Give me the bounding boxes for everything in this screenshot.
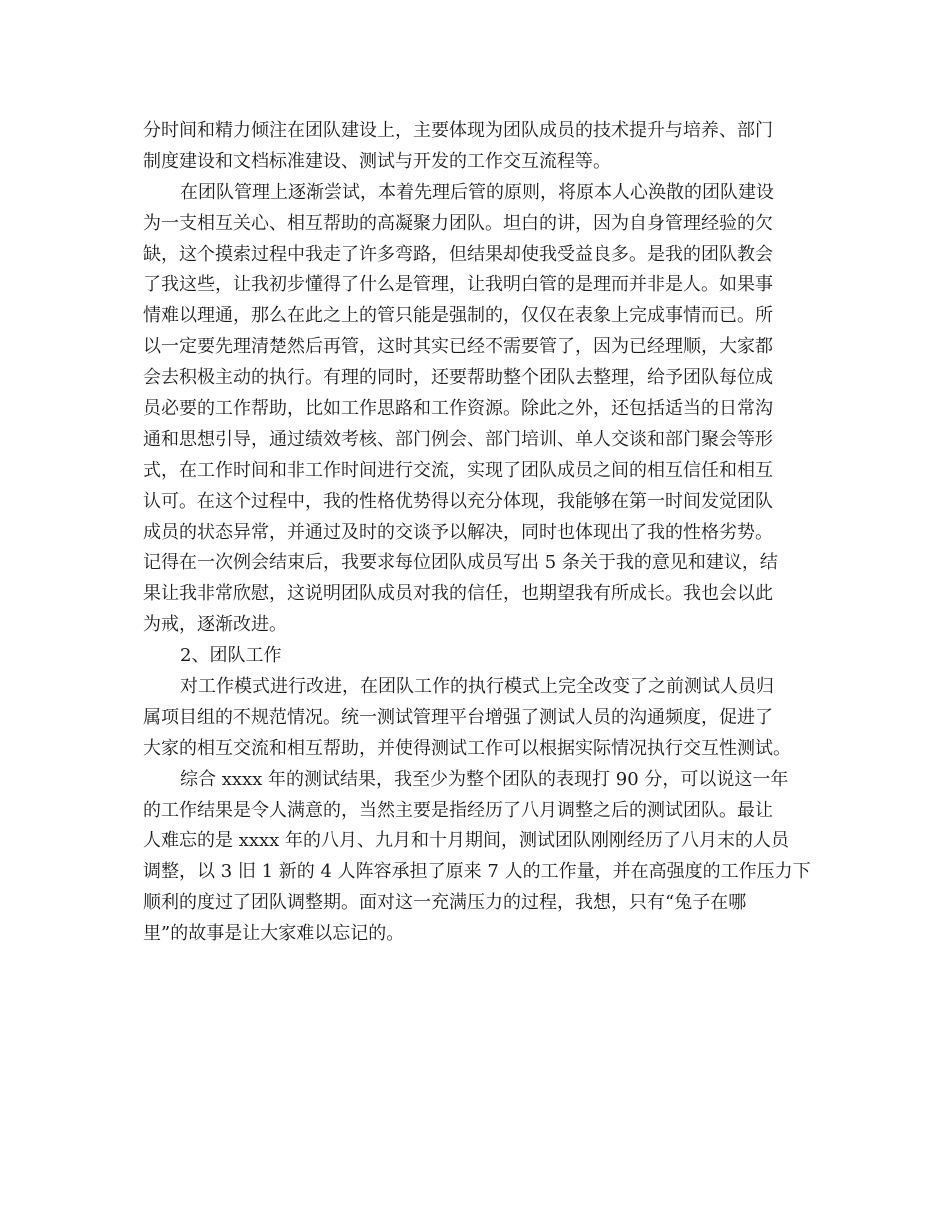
text-line: 以一定要先理清楚然后再管，这时其实已经不需要管了，因为已经理顺，大家都 [143,336,773,358]
text-line: 分时间和精力倾注在团队建设上，主要体现为团队成员的技术提升与培养、部门 [143,120,773,141]
text-line: 式，在工作时间和非工作时间进行交流，实现了团队成员之间的相互信任和相互 [143,459,773,481]
text-line: 对工作模式进行改进，在团队工作的执行模式上完全改变了之前测试人员归 [180,676,774,698]
text-line: 记得在一次例会结束后，我要求每位团队成员写出 5 条关于我的意见和建议，结 [143,552,778,574]
section-heading: 2、团队工作 [180,645,282,667]
text-line: 了我这些，让我初步懂得了什么是管理，让我明白管的是理而并非是人。如果事 [143,274,773,296]
text-line: 果让我非常欣慰，这说明团队成员对我的信任，也期望我有所成长。我也会以此 [143,583,773,605]
document-page [143,116,811,950]
text-line: 通和思想引导，通过绩效考核、部门例会、部门培训、单人交谈和部门聚会等形 [143,428,773,450]
text-line: 会去积极主动的执行。有理的同时，还要帮助整个团队去整理，给予团队每位成 [143,367,773,389]
text-line: 缺，这个摸索过程中我走了许多弯路，但结果却使我受益良多。是我的团队教会 [143,243,773,265]
text-line: 在团队管理上逐渐尝试，本着先理后管的原则，将原本人心涣散的团队建设 [180,181,774,203]
text-line: 员必要的工作帮助，比如工作思路和工作资源。除此之外，还包括适当的日常沟 [143,398,773,420]
text-line: 情难以理通，那么在此之上的管只能是强制的，仅仅在表象上完成事情而已。所 [143,305,773,327]
text-line: 大家的相互交流和相互帮助，并使得测试工作可以根据实际情况执行交互性测试。 [143,737,791,759]
text-line: 制度建设和文档标准建设、测试与开发的工作交互流程等。 [143,150,611,172]
text-line: 人难忘的是 xxxx 年的八月、九月和十月期间，测试团队刚刚经历了八月末的人员 [143,830,790,852]
text-line: 属项目组的不规范情况。统一测试管理平台增强了测试人员的沟通频度，促进了 [143,706,773,728]
text-line: 成员的状态异常，并通过及时的交谈予以解决，同时也体现出了我的性格劣势。 [143,521,773,543]
text-line: 顺利的度过了团队调整期。面对这一充满压力的过程，我想，只有“兔子在哪 [143,892,747,914]
text-line: 为戒，逐渐改进。 [143,614,287,636]
text-line: 为一支相互关心、相互帮助的高凝聚力团队。坦白的讲，因为自身管理经验的欠 [143,212,773,234]
text-line: 里”的故事是让大家难以忘记的。 [143,923,405,945]
text-line: 的工作结果是令人满意的，当然主要是指经历了八月调整之后的测试团队。最让 [143,799,773,821]
text-line: 认可。在这个过程中，我的性格优势得以充分体现，我能够在第一时间发觉团队 [143,490,773,512]
text-line: 调整，以 3 旧 1 新的 4 人阵容承担了原来 7 人的工作量，并在高强度的工作压力下 [143,861,811,883]
text-line: 综合 xxxx 年的测试结果，我至少为整个团队的表现打 90 分，可以说这一年 [180,768,789,790]
